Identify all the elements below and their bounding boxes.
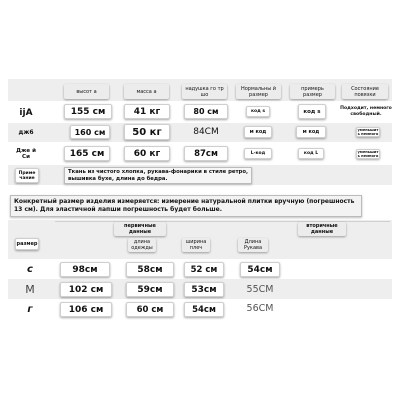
- size-label-c: c: [27, 263, 33, 275]
- cell-shoulder-c: 58см: [126, 262, 174, 277]
- measurement-note: Конкретный размер изделия измеряется: измерение натуральной плитки вручную (погрешность 13 см). Для эластичной лапши погрешность будет больше.: [10, 195, 362, 217]
- row-label-1: ijA: [19, 107, 33, 118]
- header-fit-size: примерь размер: [290, 84, 335, 99]
- cell-normal-size-1: код s: [246, 106, 270, 117]
- header-condition: Состояние повязки: [342, 84, 388, 99]
- header-length: длина одежды: [128, 238, 156, 252]
- cell-condition-3: уменьшит ь немного: [357, 150, 379, 158]
- cell-condition-2: уменьшит ь немного: [357, 128, 379, 136]
- cell-length-c: 98см: [60, 262, 110, 277]
- header-secondary-data: вторичные данные: [298, 222, 346, 236]
- cell-fit-size-1: код s: [298, 104, 326, 119]
- cell-fit-size-2: м код: [296, 126, 326, 138]
- cell-height-1: 155 см: [64, 104, 112, 119]
- cell-shoulder-m: 59см: [126, 282, 174, 297]
- cell-height-2: 160 см: [70, 125, 110, 139]
- cell-weight-1: 41 кг: [124, 104, 170, 119]
- cell-sleeve-m: 55СМ: [246, 283, 274, 295]
- size-label-l: г: [27, 303, 33, 315]
- cell-bust-1: 80 см: [184, 104, 228, 119]
- header-size: размер: [15, 238, 39, 250]
- row-label-2: дж6: [18, 129, 34, 136]
- header-weight: масса а: [124, 84, 169, 99]
- row-label-3: Дже й Си: [16, 148, 36, 160]
- cell-sleeve-l: 56СМ: [246, 302, 274, 314]
- cell-fit-size-3: код L: [298, 148, 324, 159]
- cell-chest-m: 53см: [184, 282, 224, 297]
- cell-height-3: 165 см: [64, 146, 110, 161]
- header-shoulder: ширина плеч: [182, 238, 210, 252]
- cell-bust-2: 84СМ: [193, 127, 219, 137]
- cell-normal-size-2: м код: [244, 126, 272, 138]
- cell-chest-c: 52 см: [184, 262, 224, 277]
- header-height: высот а: [64, 84, 109, 99]
- cell-weight-3: 60 кг: [124, 146, 170, 161]
- cell-sleeve-c: 54см: [240, 262, 280, 277]
- cell-chest-l: 54см: [184, 302, 224, 317]
- product-note: Ткань из чистого хлопка, рукава-фонарики в стиле ретро, вышивка бухе, длина до бедра.: [64, 167, 252, 184]
- cell-condition-1: Подходит, немного свободный.: [340, 105, 392, 117]
- cell-shoulder-l: 60 см: [126, 302, 174, 317]
- cell-normal-size-3: L-код: [244, 148, 272, 159]
- header-sleeve: Длина Рукава: [238, 238, 268, 252]
- cell-length-m: 102 см: [60, 282, 112, 297]
- header-primary-data: первичные данные: [114, 222, 166, 236]
- note-label: Приме чание: [15, 168, 39, 183]
- cell-bust-3: 87см: [184, 146, 228, 161]
- header-bust: надушка го тр шо: [182, 84, 227, 99]
- header-normal-size: Нормальны й размер: [236, 84, 281, 99]
- cell-weight-2: 50 кг: [124, 124, 170, 140]
- cell-length-l: 106 см: [60, 302, 112, 317]
- size-label-m: M: [25, 282, 35, 296]
